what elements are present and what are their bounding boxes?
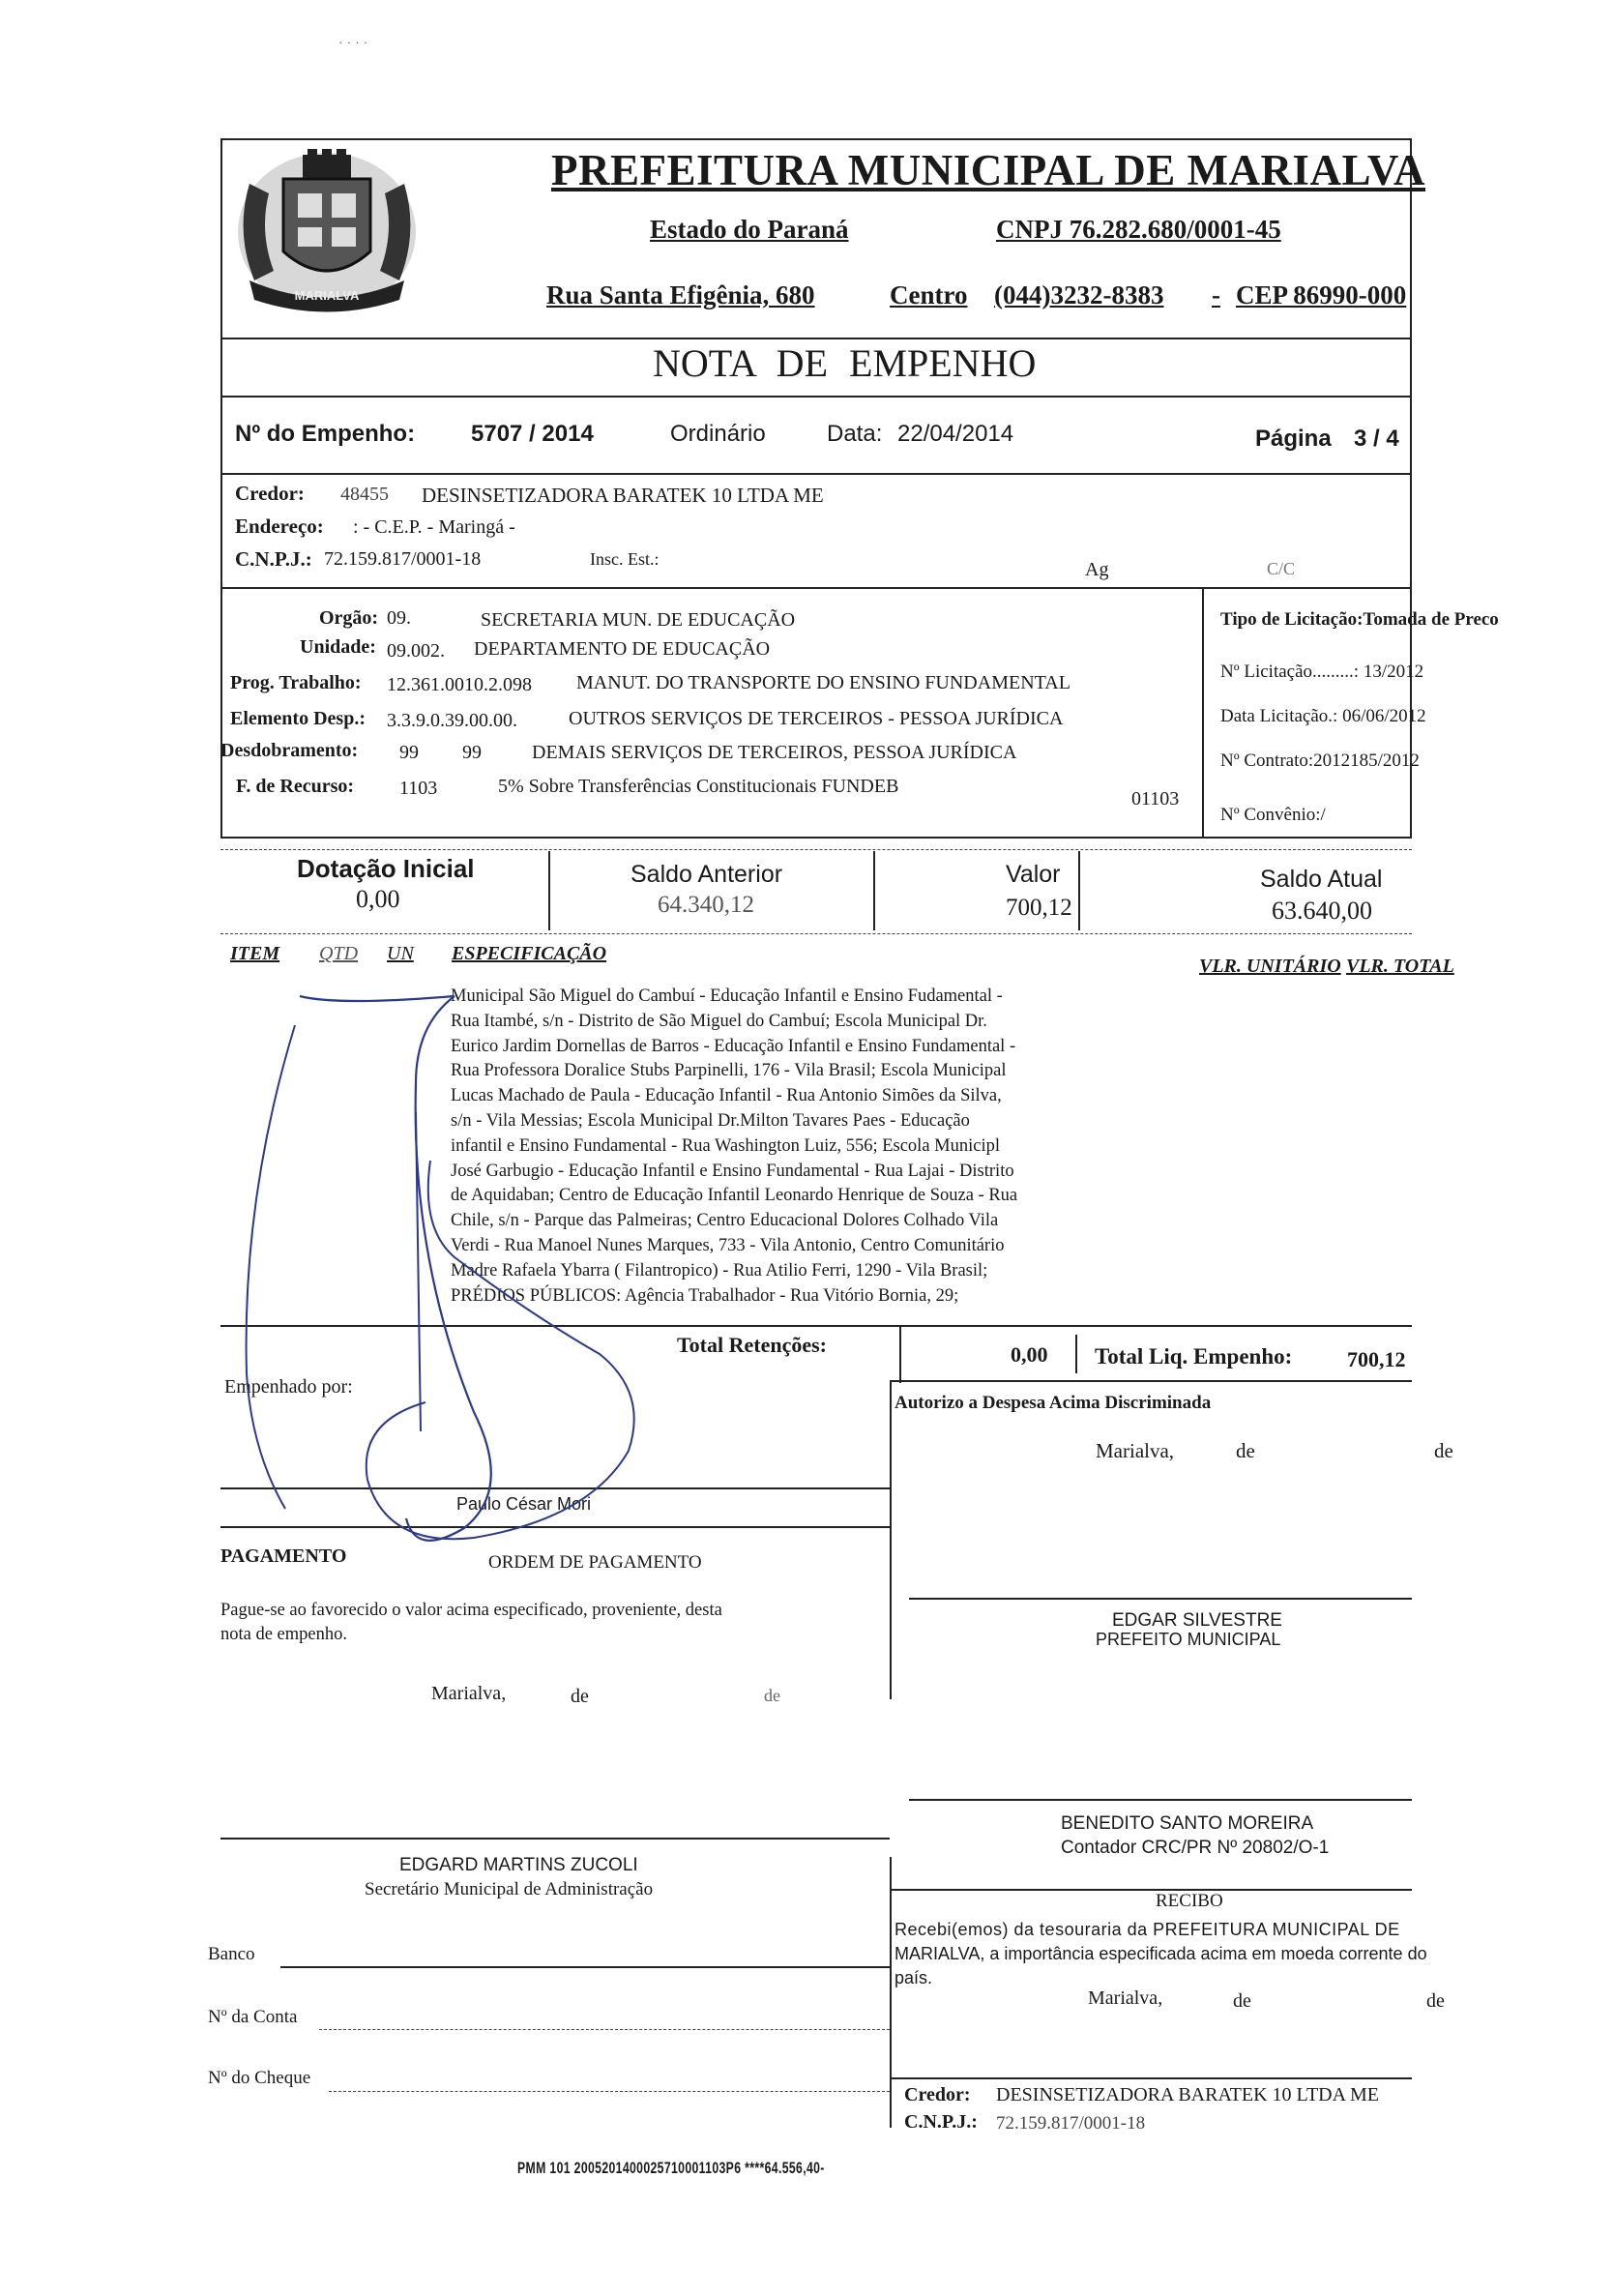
endereco-value: : - C.E.P. - Maringá - xyxy=(353,516,515,538)
empenhado-bottom-line xyxy=(220,1526,890,1528)
col-qtd: QTD xyxy=(319,943,359,964)
col-un: UN xyxy=(387,943,414,964)
cc-label: C/C xyxy=(1267,559,1296,578)
empenhado-name: Paulo César Mori xyxy=(456,1494,592,1514)
address-label: Rua Santa Efigênia, 680 xyxy=(546,280,815,309)
credor-code: 48455 xyxy=(340,484,389,505)
licitacao-contrato: Nº Contrato:2012185/2012 xyxy=(1220,751,1420,771)
liq-label: Total Liq. Empenho: xyxy=(1095,1344,1293,1369)
licitacao-tipo: Tipo de Licitação:Tomada de Preco xyxy=(1220,609,1499,630)
empenho-date-label: Data: xyxy=(827,421,883,447)
recibo-cnpj: 72.159.817/0001-18 xyxy=(996,2113,1146,2134)
elemento-code: 3.3.9.0.39.00.00. xyxy=(387,710,517,731)
especificacao-block xyxy=(451,985,1166,1309)
autorizo-de2: de xyxy=(1434,1439,1453,1462)
pagamento-text2: nota de empenho. xyxy=(220,1625,347,1644)
espec-line: PRÉDIOS PÚBLICOS: Agência Trabalhador - Rua Vitório Bornia, 29; xyxy=(451,1285,959,1306)
contador-name: BENEDITO SANTO MOREIRA xyxy=(1061,1813,1314,1834)
district-label: Centro xyxy=(890,280,968,309)
pagamento-de2: de xyxy=(764,1686,780,1705)
ag-label: Ag xyxy=(1085,559,1109,580)
retencoes-label: Total Retenções: xyxy=(677,1333,827,1357)
recibo-credor: DESINSETIZADORA BARATEK 10 LTDA ME xyxy=(996,2084,1379,2105)
licitacao-convenio: Nº Convênio:/ xyxy=(1220,805,1326,825)
empenho-date: 22/04/2014 xyxy=(897,421,1014,447)
unidade-label: Unidade: xyxy=(300,636,376,658)
cnpj-credor-value: 72.159.817/0001-18 xyxy=(324,548,482,570)
totals-top-line xyxy=(220,1325,1412,1327)
header-separator: - xyxy=(1212,280,1220,309)
col-espec: ESPECIFICAÇÃO xyxy=(452,943,607,964)
anterior-label: Saldo Anterior xyxy=(631,861,783,888)
prefeito-name: EDGAR SILVESTRE xyxy=(1112,1610,1282,1631)
valor-value: 700,12 xyxy=(1006,895,1072,921)
espec-line: Eurico Jardim Dornellas de Barros - Educação Infantil e Ensino Fundamental - xyxy=(451,1036,1016,1056)
doc-title: NOTA DE EMPENHO xyxy=(653,341,1037,385)
recibo-city: Marialva, xyxy=(1088,1987,1163,2009)
licitacao-numero: Nº Licitação.........: 13/2012 xyxy=(1220,662,1424,682)
unidade-name: DEPARTAMENTO DE EDUCAÇÃO xyxy=(474,638,771,660)
cnpj-credor-label: C.N.P.J.: xyxy=(235,547,312,571)
empenho-number: 5707 / 2014 xyxy=(471,421,594,447)
banco-label: Banco xyxy=(208,1944,255,1964)
credor-name: DESINSETIZADORA BARATEK 10 LTDA ME xyxy=(422,484,824,507)
valor-label: Valor xyxy=(1006,861,1061,888)
espec-line: infantil e Ensino Fundamental - Rua Washington Luiz, 556; Escola Municipl xyxy=(451,1135,1000,1156)
saldo-top-line xyxy=(220,849,1412,850)
pagamento-de1: de xyxy=(571,1686,589,1707)
state-label: Estado do Paraná xyxy=(650,215,849,244)
bottom-divider xyxy=(890,1857,892,2128)
recibo-text3: país. xyxy=(894,1968,933,1987)
espec-line: Chile, s/n - Parque das Palmeiras; Centro Educacional Dolores Colhado Vila xyxy=(451,1211,999,1231)
empenhado-sign-line xyxy=(220,1487,890,1489)
recibo-label: RECIBO xyxy=(1156,1891,1223,1911)
recibo-credor-label: Credor: xyxy=(904,2084,971,2105)
contador-line xyxy=(909,1799,1412,1801)
autorizo-de1: de xyxy=(1236,1439,1255,1462)
secretario-title: Secretário Municipal de Administração xyxy=(365,1879,654,1899)
totals-divider-1 xyxy=(899,1325,901,1383)
autorizo-city: Marialva, xyxy=(1096,1439,1175,1462)
atual-value: 63.640,00 xyxy=(1272,897,1372,925)
footer-code: PMM 101 2005201400025710001103P6 ****64.556,40- xyxy=(517,2159,825,2177)
secretario-line xyxy=(220,1838,890,1840)
secretario-name: EDGARD MARTINS ZUCOLI xyxy=(399,1855,638,1875)
espec-line: Municipal São Miguel do Cambuí - Educação Infantil e Ensino Fudamental - xyxy=(451,986,1003,1006)
phone-label: (044)3232-8383 xyxy=(994,280,1164,309)
coat-of-arms-logo xyxy=(230,145,424,319)
cheque-label: Nº do Cheque xyxy=(208,2068,311,2088)
autorizo-label: Autorizo a Despesa Acima Discriminada xyxy=(894,1393,1212,1413)
recurso-code2: 01103 xyxy=(1131,788,1180,809)
saldo-divider-3 xyxy=(1078,851,1080,930)
page-label: Página xyxy=(1255,426,1332,452)
pagamento-text1: Pague-se ao favorecido o valor acima especificado, proveniente, desta xyxy=(220,1601,722,1620)
orgao-code: 09. xyxy=(387,607,411,629)
col-item: ITEM xyxy=(230,943,280,964)
recibo-de2: de xyxy=(1426,1990,1445,2012)
prog-name: MANUT. DO TRANSPORTE DO ENSINO FUNDAMENTAL xyxy=(576,672,1070,693)
col-total: VLR. TOTAL xyxy=(1346,956,1454,977)
desdob-code2: 99 xyxy=(462,742,482,763)
pagamento-city: Marialva, xyxy=(431,1683,507,1704)
desdob-code1: 99 xyxy=(399,742,419,763)
unidade-code: 09.002. xyxy=(387,640,445,662)
atual-label: Saldo Atual xyxy=(1260,866,1383,893)
ordem-label: ORDEM DE PAGAMENTO xyxy=(488,1552,702,1573)
classificacao-divider xyxy=(1202,587,1204,839)
recibo-text1: Recebi(emos) da tesouraria da PREFEITURA MUNICIPAL DE xyxy=(894,1920,1400,1939)
recibo-sign-line xyxy=(890,2077,1412,2079)
prefeito-title: PREFEITO MUNICIPAL xyxy=(1096,1630,1281,1649)
credor-label: Credor: xyxy=(235,482,305,505)
elemento-label: Elemento Desp.: xyxy=(230,708,366,729)
orgao-label: Orgão: xyxy=(319,607,379,629)
espec-line: Rua Professora Doralice Stubs Parpinelli, 176 - Vila Brasil; Escola Municipal xyxy=(451,1061,1007,1081)
pagamento-label: PAGAMENTO xyxy=(220,1545,347,1567)
espec-line: Verdi - Rua Manoel Nunes Marques, 733 - Vila Antonio, Centro Comunitário xyxy=(451,1235,1005,1255)
espec-line: de Aquidaban; Centro de Educação Infantil Leonardo Henrique de Souza - Rua xyxy=(451,1186,1018,1206)
empenho-type: Ordinário xyxy=(670,421,766,447)
retencoes-value: 0,00 xyxy=(1011,1342,1048,1367)
insc-label: Insc. Est.: xyxy=(590,549,660,569)
saldo-divider-1 xyxy=(548,851,550,930)
conta-line xyxy=(319,2029,890,2030)
scan-marks: · · · · xyxy=(338,34,368,49)
empenhado-label: Empenhado por: xyxy=(224,1376,353,1398)
recibo-cnpj-label: C.N.P.J.: xyxy=(904,2111,978,2133)
cheque-line xyxy=(329,2091,890,2092)
prog-label: Prog. Trabalho: xyxy=(230,672,362,693)
totals-divider-2 xyxy=(1075,1335,1077,1373)
saldo-divider-2 xyxy=(873,851,875,930)
espec-line: José Garbugio - Educação Infantil e Ensino Fundamental - Rua Lajai - Distrito xyxy=(451,1161,1014,1181)
empenho-number-label: Nº do Empenho: xyxy=(235,421,416,447)
page-title: PREFEITURA MUNICIPAL DE MARIALVA xyxy=(551,146,1426,194)
desdob-label: Desdobramento: xyxy=(220,740,359,761)
cep-label: CEP 86990-000 xyxy=(1236,280,1407,309)
recibo-de1: de xyxy=(1233,1990,1251,2012)
conta-label: Nº da Conta xyxy=(208,2007,298,2027)
dotacao-label: Dotação Inicial xyxy=(297,854,475,883)
recibo-text2: MARIALVA, a importância especificada acima em moeda corrente do xyxy=(894,1944,1427,1963)
col-unit: VLR. UNITÁRIO xyxy=(1199,956,1341,977)
cnpj-label: CNPJ 76.282.680/0001-45 xyxy=(996,215,1281,244)
page-number: 3 / 4 xyxy=(1354,426,1399,452)
autorizo-sign-line xyxy=(909,1598,1412,1600)
espec-line: Madre Rafaela Ybarra ( Filantropico) - Rua Atilio Ferri, 1290 - Vila Brasil; xyxy=(451,1260,988,1280)
contador-title: Contador CRC/PR Nº 20802/O-1 xyxy=(1061,1838,1330,1858)
totals-bottom-line xyxy=(890,1380,1412,1382)
prog-code: 12.361.0010.2.098 xyxy=(387,674,532,695)
recibo-top-line xyxy=(890,1889,1412,1891)
banco-line xyxy=(280,1966,890,1968)
desdob-name: DEMAIS SERVIÇOS DE TERCEIROS, PESSOA JURÍDICA xyxy=(532,742,1017,763)
middle-divider xyxy=(890,1380,892,1699)
endereco-label: Endereço: xyxy=(235,515,324,538)
recurso-label: F. de Recurso: xyxy=(236,776,355,797)
espec-line: Lucas Machado de Paula - Educação Infantil - Rua Antonio Simões da Silva, xyxy=(451,1086,1002,1106)
espec-line: s/n - Vila Messias; Escola Municipal Dr.Milton Tavares Paes - Educação xyxy=(451,1110,970,1131)
licitacao-data: Data Licitação.: 06/06/2012 xyxy=(1220,706,1426,726)
liq-value: 700,12 xyxy=(1347,1347,1406,1371)
recurso-name: 5% Sobre Transferências Constitucionais FUNDEB xyxy=(498,776,899,797)
anterior-value: 64.340,12 xyxy=(658,892,754,918)
elemento-name: OUTROS SERVIÇOS DE TERCEIROS - PESSOA JURÍDICA xyxy=(569,708,1064,729)
recurso-code: 1103 xyxy=(399,778,438,799)
saldo-bottom-line xyxy=(220,933,1412,934)
espec-line: Rua Itambé, s/n - Distrito de São Miguel do Cambuí; Escola Municipal Dr. xyxy=(451,1011,987,1031)
orgao-name: SECRETARIA MUN. DE EDUCAÇÃO xyxy=(481,609,796,631)
svg-text:MARIALVA: MARIALVA xyxy=(294,288,360,303)
dotacao-value: 0,00 xyxy=(356,885,400,913)
